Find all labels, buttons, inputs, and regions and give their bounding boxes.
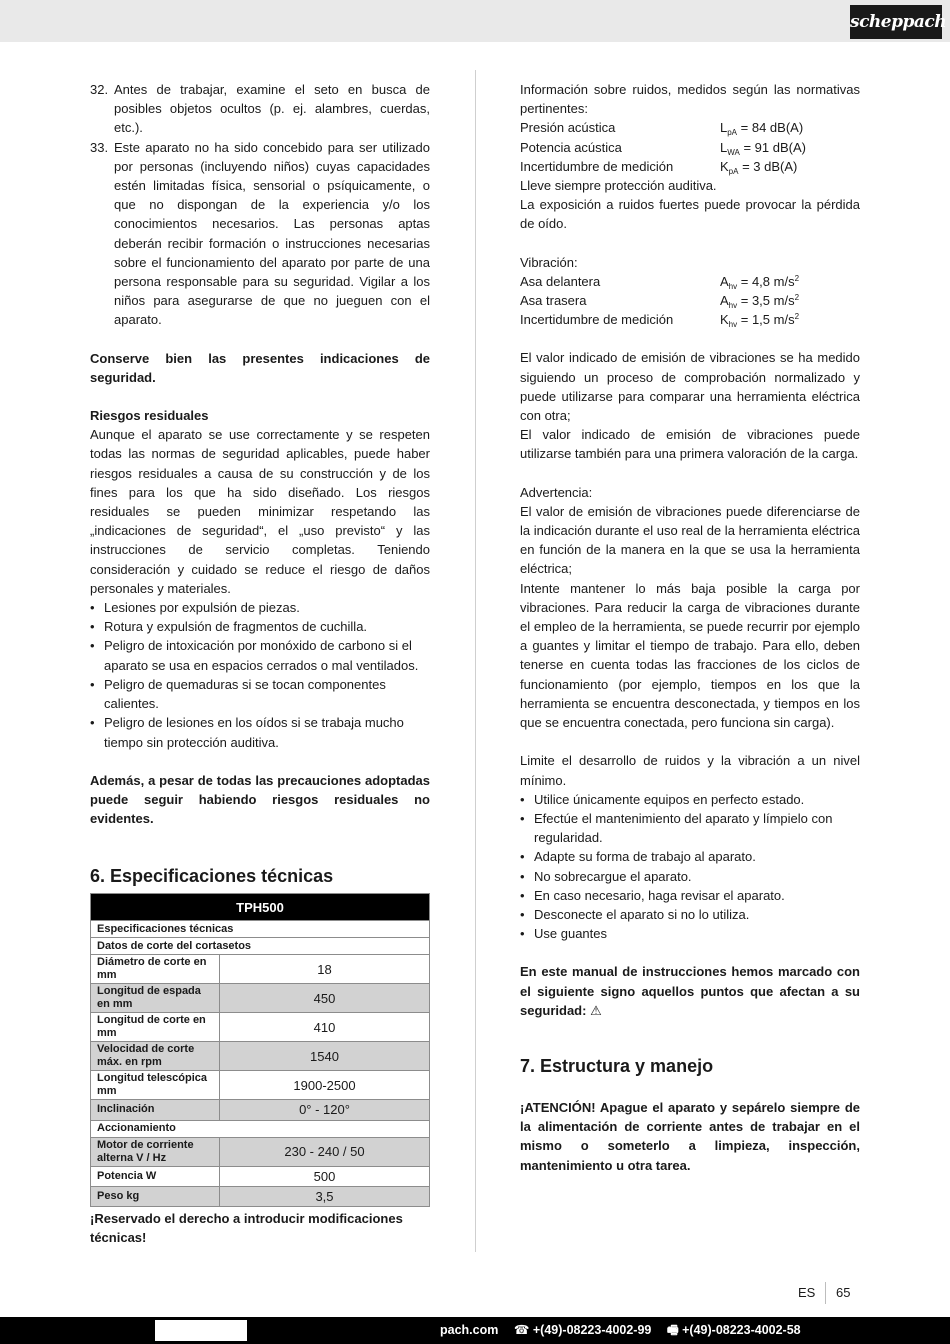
table-row: Longitud de espada en mm 450 bbox=[91, 984, 430, 1013]
page-number-box bbox=[780, 1282, 880, 1304]
right-column bbox=[520, 80, 860, 1175]
vibration-values bbox=[520, 272, 860, 330]
vibration-text-2: El valor indicado de emisión de vibraciones puede utilizarse también para una primera valoración de la carga. bbox=[520, 427, 860, 462]
table-row: Inclinación 0° - 120° bbox=[91, 1100, 430, 1120]
ear-protection: Lleve siempre protección auditiva. bbox=[520, 178, 717, 194]
noise-values bbox=[520, 118, 860, 176]
vibration-text-1: El valor indicado de emisión de vibraciones se ha medido siguiendo un proceso de comprobación normalizado y puede utilizarse para comparar una herramienta eléctrica con otra; bbox=[520, 350, 860, 424]
list-item: • Rotura y expulsión de fragmentos de cuchilla. bbox=[90, 617, 430, 636]
vibration-row: Incertidumbre de medición $K_{hv} = 1,5$ $m/s^2$ bbox=[520, 312, 800, 330]
table-row: Potencia W 500 bbox=[91, 1166, 430, 1186]
specs-note: ¡Reservado el derecho a introducir modificaciones técnicas! bbox=[90, 1210, 403, 1246]
column-divider bbox=[475, 70, 476, 1252]
list-item: • Peligro de lesiones en los oídos si se trabaja mucho tiempo sin protección auditiva. bbox=[90, 713, 430, 751]
vibration-title: Vibración: bbox=[520, 254, 578, 270]
list-item: • Lesiones por expulsión de piezas. bbox=[90, 598, 430, 617]
list-item: • No sobrecargue el aparato. bbox=[520, 867, 860, 886]
table-row: Velocidad de corte máx. en rpm 1540 bbox=[91, 1042, 430, 1071]
warning-text-2: Intente mantener lo más baja posible la carga por vibraciones. Para reducir la carga de vibraciones durante el empleo de la herramienta, se puede recurrir por ejemplo a guantes y limitar el tiempo de trabajo. Para ello, deben tenerse en cuenta todas las fracciones de los ciclos de funcionamiento (por ejemplo, tiempos en los que la herramienta se encuentra desconectada, y tiempos en los que se encuentra conectada, pero funciona sin carga). bbox=[520, 580, 860, 731]
footer-logo-block bbox=[155, 1320, 247, 1341]
table-row: Peso kg 3,5 bbox=[91, 1186, 430, 1206]
limit-text: Limite el desarrollo de ruidos y la vibración a un nivel mínimo. bbox=[520, 753, 860, 788]
website-link[interactable]: pach.com bbox=[440, 1323, 499, 1337]
spec-section-main: Especificaciones técnicas bbox=[91, 921, 430, 938]
list-item: • Desconecte el aparato si no lo utiliza. bbox=[520, 905, 860, 924]
list-item: • En caso necesario, haga revisar el aparato. bbox=[520, 886, 860, 905]
safety-list bbox=[90, 80, 430, 330]
contact-info bbox=[440, 1317, 813, 1343]
list-item: • Adapte su forma de trabajo al aparato. bbox=[520, 847, 860, 866]
list-item: 33. Este aparato no ha sido concebido para ser utilizado por personas (incluyendo niños) cuyas capacidades estén limitadas física, sensorial o psíquicamente, o que no dispongan de la experiencia y/o los conocimientos necesarios. Las personas aptas deberán recibir formación o instrucciones necesarias sobre el funcionamiento del aparato por parte de una persona responsable para su seguridad. Vigilar a los niños para asegurarse de que no jueguen con el aparato. bbox=[90, 139, 430, 328]
noise-row: Incertidumbre de medición $K_{pA} = 3$ dB(A) bbox=[520, 158, 798, 176]
list-item: • Peligro de intoxicación por monóxido de carbono si el aparato se usa en espacios cerrados o mal ventilados. bbox=[90, 636, 430, 674]
noise-risk: La exposición a ruidos fuertes puede provocar la pérdida de oído. bbox=[520, 197, 860, 232]
list-item: • Utilice únicamente equipos en perfecto estado. bbox=[520, 790, 860, 809]
list-item: 32. Antes de trabajar, examine el seto en busca de posibles objetos ocultos (p. ej. alambres, cuerdas, etc.). bbox=[90, 82, 430, 136]
list-item: • Peligro de quemaduras si se tocan componentes calientes. bbox=[90, 675, 430, 713]
page-header bbox=[0, 0, 950, 42]
residual-risks-text: Aunque el aparato se use correctamente y se respeten todas las normas de seguridad aplicables, puede haber riesgos residuales a causa de su construcción y de los fines para los que ha sido diseñado. Los riesgos residuales se pueden minimizar respetando las „indicaciones de seguridad“, el „uso previsto“ y las instrucciones de servicio completas. Teniendo consideración y cuidado se reduce el riesgo de daños personales y materiales. bbox=[90, 427, 430, 596]
table-row: Longitud telescópica mm 1900-2500 bbox=[91, 1071, 430, 1100]
table-row: Motor de corriente alterna V / Hz 230 - 240 / 50 bbox=[91, 1137, 430, 1166]
page-number: 65 bbox=[836, 1285, 851, 1300]
noise-row: Potencia acústica $L_{WA} = 91$ dB(A) bbox=[520, 139, 806, 157]
limit-list bbox=[520, 790, 860, 944]
keep-notice: Conserve bien las presentes indicaciones de seguridad. bbox=[90, 350, 430, 385]
noise-row: Presión acústica $L_{pA} = 84$ dB(A) bbox=[520, 120, 804, 138]
list-item: • Use guantes bbox=[520, 924, 860, 943]
specs-heading: 6. Especificaciones técnicas bbox=[90, 866, 334, 887]
language-code: ES bbox=[798, 1285, 816, 1300]
spec-table bbox=[90, 893, 430, 1207]
warning-title: Advertencia: bbox=[520, 484, 593, 500]
vibration-row: Asa delantera $A_{hv} = 4,8$ $m/s^2$ bbox=[520, 273, 800, 291]
spec-model: TPH500 bbox=[91, 894, 430, 921]
spec-section-drive: Accionamiento bbox=[91, 1120, 430, 1137]
vibration-row: Asa trasera $A_{hv} = 3,5$ $m/s^2$ bbox=[520, 293, 800, 311]
warning-text-1: El valor de emisión de vibraciones puede diferenciarse de la indicación durante el uso real de la herramienta eléctrica en función de la manera en la que se usa la herramienta eléctrica; bbox=[520, 503, 860, 577]
structure-heading: 7. Estructura y manejo bbox=[520, 1055, 714, 1076]
residual-warning: Además, a pesar de todas las precauciones adoptadas puede seguir habiendo riesgos residuales no evidentes. bbox=[90, 772, 430, 827]
footer-bar bbox=[0, 1317, 950, 1344]
spec-section-cut: Datos de corte del cortasetos bbox=[91, 938, 430, 955]
attention-notice: ¡ATENCIÓN! Apague el aparato y sepárelo siempre de la alimentación de corriente antes de trabajar en el mismo o someterlo a limpieza, inspección, mantenimiento u otra tarea. bbox=[520, 1099, 860, 1173]
risks-list bbox=[90, 598, 430, 752]
manual-note: En este manual de instrucciones hemos marcado con el siguiente signo aquellos puntos que afectan a su seguridad: ⚠ bbox=[520, 964, 860, 1018]
scheppach-logo: scheppach bbox=[850, 5, 942, 39]
list-item: • Efectúe el mantenimiento del aparato y límpielo con regularidad. bbox=[520, 809, 860, 847]
phone-number: ☎ +(49)-08223-4002-99 bbox=[513, 1323, 652, 1337]
noise-intro: Información sobre ruidos, medidos según las normativas pertinentes: bbox=[520, 82, 860, 117]
fax-number: 🖷 +(49)-08223-4002-58 bbox=[666, 1323, 801, 1337]
left-column bbox=[90, 80, 430, 1247]
table-row: Diámetro de corte en mm 18 bbox=[91, 955, 430, 984]
table-row: Longitud de corte en mm 410 bbox=[91, 1013, 430, 1042]
residual-risks-title: Riesgos residuales bbox=[90, 408, 209, 424]
